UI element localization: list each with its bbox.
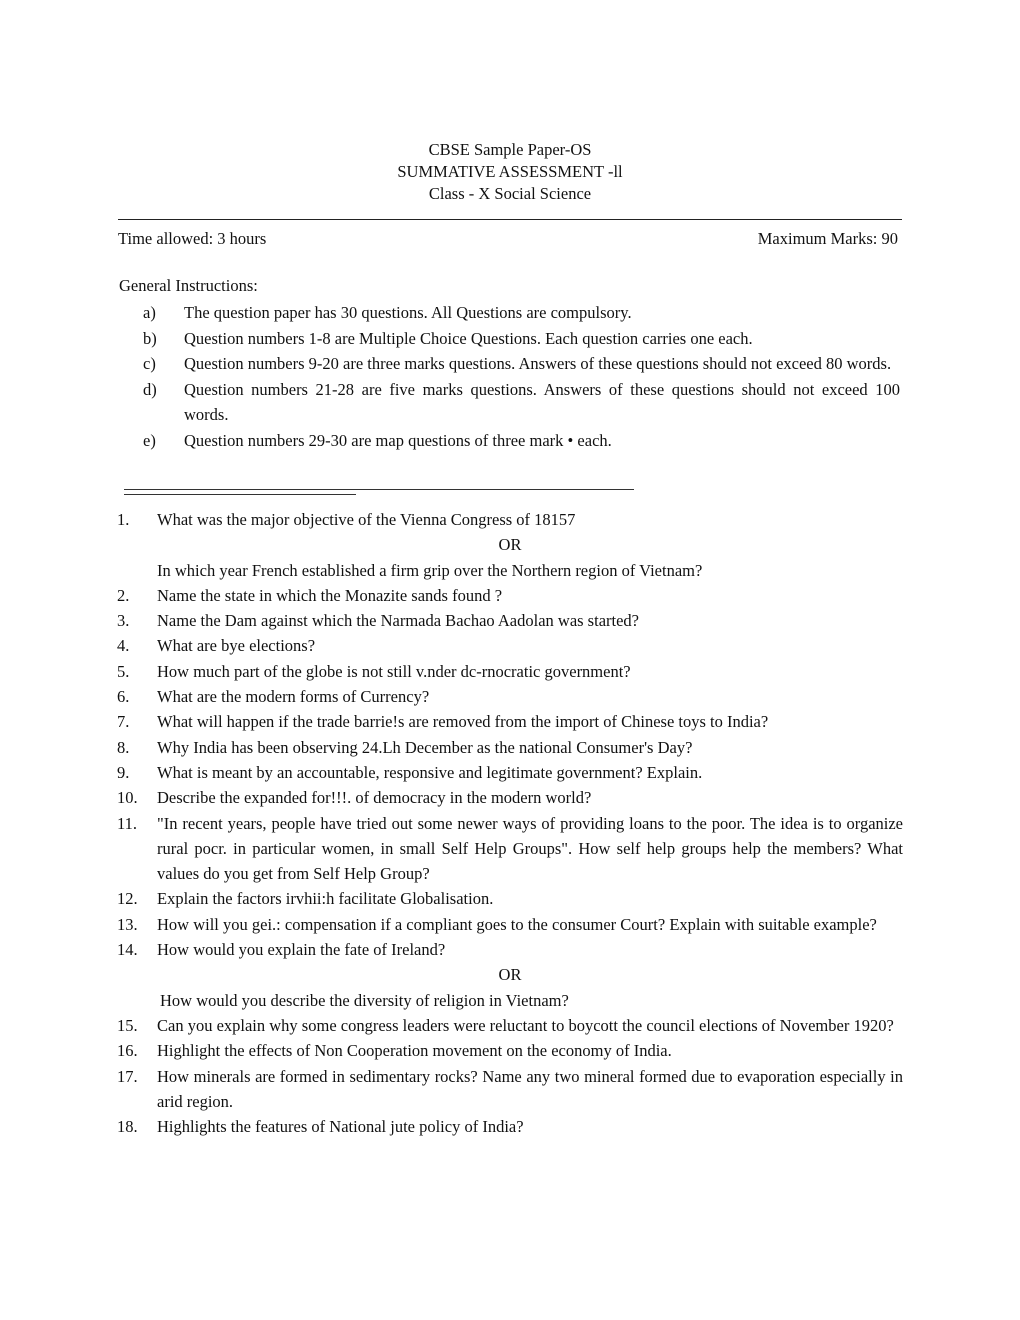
instruction-label: d) xyxy=(143,379,157,399)
question-text: Highlight the effects of Non Cooperation movement on the economy of India. xyxy=(157,1041,672,1061)
instruction-label: c) xyxy=(143,354,156,373)
question-text: Name the Dam against which the Narmada Bachao Aadolan was started? xyxy=(157,611,639,631)
question-item xyxy=(117,912,903,937)
instruction-item xyxy=(118,428,900,454)
instruction-item xyxy=(118,326,900,352)
question-number: 16. xyxy=(117,1041,138,1061)
question-text: How much part of the globe is not still v.nder dc-rnocratic government? xyxy=(157,661,631,681)
question-item xyxy=(117,811,903,887)
question-item xyxy=(117,1038,903,1063)
question-item xyxy=(117,684,903,709)
question-number: 7. xyxy=(117,712,130,732)
assessment-title: SUMMATIVE ASSESSMENT -ll xyxy=(397,162,623,181)
section-divider-short xyxy=(124,494,356,495)
instruction-text: Question numbers 1-8 are Multiple Choice Questions. Each question carries one each. xyxy=(184,328,753,348)
question-item xyxy=(117,735,903,760)
questions-list xyxy=(117,507,903,1139)
question-item xyxy=(117,608,903,633)
question-text: "In recent years, people have tried out some newer ways of providing loans to the poor. The idea is to organize rural pocr. in particular women, in small Self Help Groups". How self help groups help the members? What values do you get from Self Help Group? xyxy=(157,813,903,884)
instruction-text: The question paper has 30 questions. All Questions are compulsory. xyxy=(184,303,632,322)
question-item xyxy=(117,1114,903,1139)
question-item xyxy=(117,1064,903,1115)
instruction-label: b) xyxy=(143,328,157,348)
question-number: 1. xyxy=(117,510,130,529)
question-number: 2. xyxy=(117,585,130,605)
alternative-question: In which year French established a firm grip over the Northern region of Vietnam? xyxy=(157,560,703,580)
question-number: 4. xyxy=(117,636,130,656)
section-divider-long xyxy=(124,489,634,490)
question-number: 9. xyxy=(117,762,130,782)
question-text: Highlights the features of National jute policy of India? xyxy=(157,1117,524,1137)
question-number: 12. xyxy=(117,889,138,909)
instruction-item xyxy=(118,300,900,326)
question-item xyxy=(117,709,903,734)
question-number: 18. xyxy=(117,1117,138,1137)
question-text: How minerals are formed in sedimentary rocks? Name any two mineral formed due to evaporation especially in arid region. xyxy=(157,1066,903,1111)
instruction-label: a) xyxy=(143,303,156,322)
instruction-text: Question numbers 9-20 are three marks questions. Answers of these questions should not exceed 80 words. xyxy=(184,354,892,373)
question-item xyxy=(117,785,903,810)
question-number: 5. xyxy=(117,661,130,681)
question-text: Name the state in which the Monazite sands found ? xyxy=(157,585,503,605)
maximum-marks: Maximum Marks: 90 xyxy=(757,229,898,248)
header-divider xyxy=(118,219,902,220)
question-text: What are bye elections? xyxy=(157,636,316,656)
question-text: What was the major objective of the Vienna Congress of 18157 xyxy=(157,510,576,529)
question-text: Describe the expanded for!!!. of democracy in the modern world? xyxy=(157,788,592,808)
question-item xyxy=(117,507,903,532)
question-item xyxy=(117,937,903,962)
question-number: 3. xyxy=(117,611,130,631)
question-number: 10. xyxy=(117,788,138,808)
question-text: Why India has been observing 24.Lh December as the national Consumer's Day? xyxy=(157,737,693,757)
instruction-text: Question numbers 21-28 are five marks questions. Answers of these questions should not exceed 100 words. xyxy=(184,379,900,424)
or-separator: OR xyxy=(498,535,522,555)
or-separator: OR xyxy=(498,965,522,985)
question-item xyxy=(117,886,903,911)
question-item xyxy=(117,633,903,658)
question-text: What is meant by an accountable, responsive and legitimate government? Explain. xyxy=(157,762,703,782)
question-number: 17. xyxy=(117,1066,138,1086)
question-number: 14. xyxy=(117,940,138,960)
alternative-question: How would you describe the diversity of religion in Vietnam? xyxy=(160,990,569,1010)
question-text: How will you gei.: compensation if a compliant goes to the consumer Court? Explain with suitable example? xyxy=(157,914,877,934)
question-number: 6. xyxy=(117,687,130,707)
question-text: Explain the factors irvhii:h facilitate Globalisation. xyxy=(157,889,494,909)
question-number: 11. xyxy=(117,813,138,833)
instruction-label: e) xyxy=(143,430,156,450)
question-item xyxy=(117,1013,903,1038)
question-number: 15. xyxy=(117,1015,138,1035)
question-text: How would you explain the fate of Ireland? xyxy=(157,940,446,960)
question-text: Can you explain why some congress leaders were reluctant to boycott the council elections of November 1920? xyxy=(157,1015,894,1035)
instruction-item xyxy=(118,351,900,377)
question-item xyxy=(117,760,903,785)
instruction-text: Question numbers 29-30 are map questions of three mark • each. xyxy=(184,430,612,450)
paper-title: CBSE Sample Paper-OS xyxy=(428,140,592,159)
time-allowed: Time allowed: 3 hours xyxy=(118,229,267,248)
paper-header xyxy=(0,139,1020,205)
instructions-title: General Instructions: xyxy=(119,276,258,295)
question-number: 13. xyxy=(117,914,138,934)
instruction-item xyxy=(118,377,900,428)
question-item xyxy=(117,583,903,608)
class-subject: Class - X Social Science xyxy=(428,184,592,203)
question-item xyxy=(117,659,903,684)
question-text: What are the modern forms of Currency? xyxy=(157,687,430,707)
question-number: 8. xyxy=(117,737,130,757)
question-text: What will happen if the trade barrie!s are removed from the import of Chinese toys to India? xyxy=(157,712,769,732)
instructions-list xyxy=(118,300,900,453)
